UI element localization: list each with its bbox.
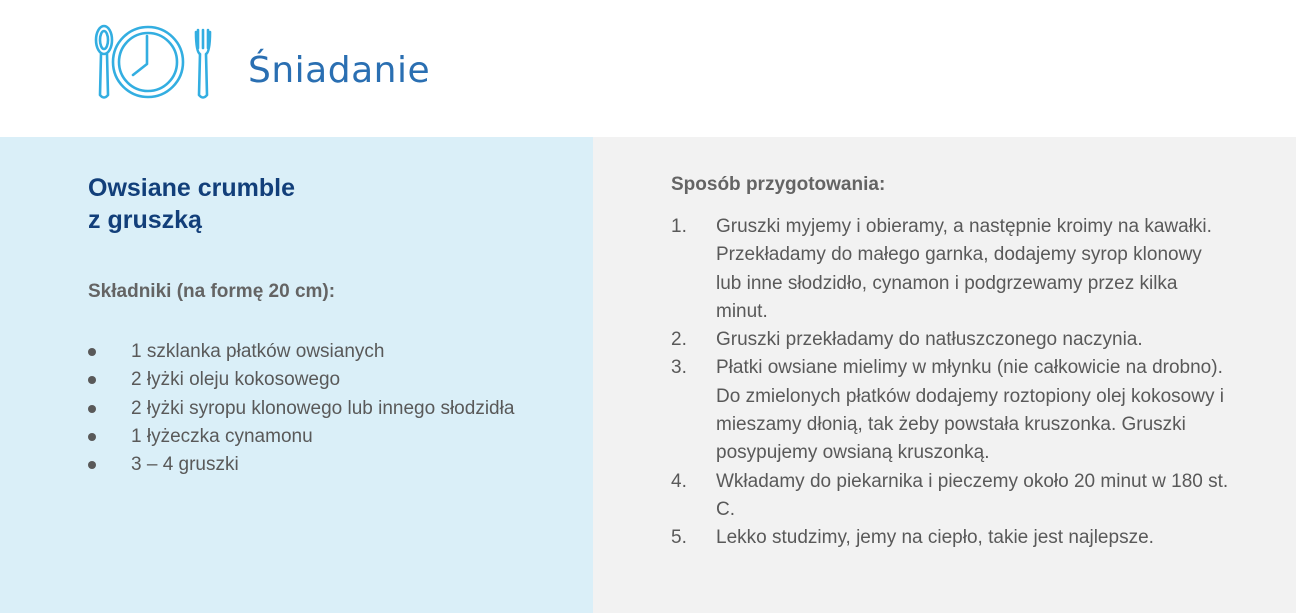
step-number: 4. bbox=[671, 470, 687, 492]
step-number: 5. bbox=[671, 527, 687, 549]
ingredient-text: 1 szklanka płatków owsianych bbox=[131, 341, 385, 362]
ingredient-text: 2 łyżki syropu klonowego lub innego słodzidła bbox=[131, 397, 515, 419]
ingredient-item bbox=[88, 395, 528, 423]
ingredient-text: 2 łyżki oleju kokosowego bbox=[131, 369, 341, 391]
ingredient-text: 3 – 4 gruszki bbox=[131, 454, 239, 476]
section-title: Śniadanie bbox=[248, 50, 431, 91]
plate-clock-cutlery-icon bbox=[92, 22, 216, 102]
bullet-icon bbox=[88, 405, 96, 413]
header bbox=[0, 0, 1296, 137]
step-item bbox=[671, 524, 1231, 552]
step-item bbox=[671, 326, 1231, 354]
bullet-icon bbox=[88, 348, 96, 356]
ingredient-item bbox=[88, 451, 528, 479]
ingredient-text: 1 łyżeczka cynamonu bbox=[131, 425, 313, 447]
step-number: 3. bbox=[671, 357, 687, 379]
step-text: Gruszki myjemy i obieramy, a następnie kroimy na kawałki. Przekładamy do małego garnka, dodajemy syrop klonowy lub inne słodzidło, cynamon i podgrzewamy przez kilka minut. bbox=[716, 216, 1212, 322]
bullet-icon bbox=[88, 376, 96, 384]
step-number: 2. bbox=[671, 329, 687, 351]
step-text: Płatki owsiane mielimy w młynku (nie całkowicie na drobno). Do zmielonych płatków dodajemy roztopiony olej kokosowy i mieszamy dłonią, tak żeby powstała kruszonka. Gruszki posypujemy owsianą kruszonką. bbox=[716, 357, 1224, 464]
bullet-icon bbox=[88, 461, 96, 469]
step-item bbox=[671, 354, 1231, 467]
ingredient-item bbox=[88, 366, 528, 394]
steps-list bbox=[671, 213, 1231, 553]
recipe-title-line2: z gruszką bbox=[88, 206, 202, 234]
ingredients-list bbox=[88, 338, 528, 479]
recipe-title bbox=[88, 172, 295, 236]
method-heading: Sposób przygotowania: bbox=[671, 174, 886, 195]
step-text: Gruszki przekładamy do natłuszczonego naczynia. bbox=[716, 329, 1143, 351]
step-number: 1. bbox=[671, 216, 687, 237]
step-text: Wkładamy do piekarnika i pieczemy około 20 minut w 180 st. C. bbox=[716, 470, 1229, 520]
bullet-icon bbox=[88, 433, 96, 441]
step-item bbox=[671, 213, 1231, 326]
recipe-title-line1: Owsiane crumble bbox=[88, 174, 296, 202]
ingredient-item bbox=[88, 338, 528, 366]
step-item bbox=[671, 468, 1231, 525]
ingredients-heading: Składniki (na formę 20 cm): bbox=[88, 281, 336, 302]
step-text: Lekko studzimy, jemy na ciepło, takie jest najlepsze. bbox=[716, 527, 1154, 549]
ingredient-item bbox=[88, 423, 528, 451]
